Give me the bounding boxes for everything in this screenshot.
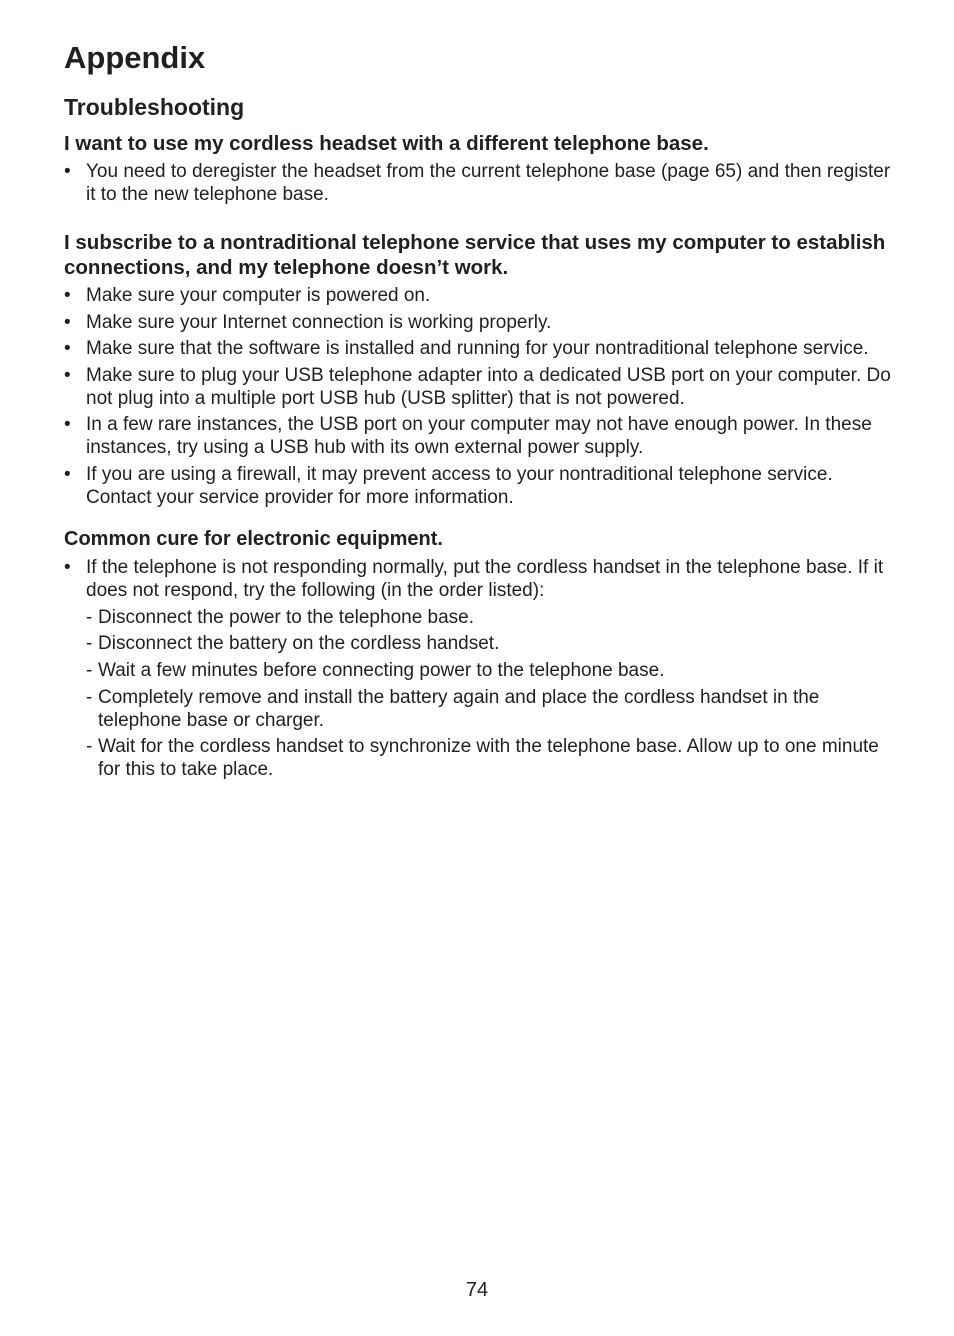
problem-heading: I want to use my cordless headset with a different telephone base.: [64, 132, 709, 155]
bullet-list: [64, 556, 894, 602]
bullet-item: • Make sure your computer is powered on.: [64, 284, 894, 307]
problem-headset: [64, 131, 894, 206]
section-title: Troubleshooting: [64, 94, 245, 120]
bullet-item: • Make sure that the software is installed and running for your nontraditional telephone service.: [64, 337, 894, 360]
bullet-item: • Make sure your Internet connection is working properly.: [64, 311, 894, 334]
bullet-item: • You need to deregister the headset from the current telephone base (page 65) and then register it to the new telephone base.: [64, 160, 894, 206]
bullet-item: • If you are using a firewall, it may prevent access to your nontraditional telephone service. Contact your service provider for more information.: [64, 463, 894, 509]
step-item: - Wait for the cordless handset to synchronize with the telephone base. Allow up to one minute for this to take place.: [86, 735, 894, 781]
page-number: 74: [465, 1279, 489, 1301]
page-title: Appendix: [64, 40, 206, 75]
bullet-item: • In a few rare instances, the USB port on your computer may not have enough power. In these instances, try using a USB hub with its own external power supply.: [64, 413, 894, 459]
bullet-list: [64, 160, 894, 206]
bullet-list: [64, 284, 894, 509]
step-list: [86, 606, 894, 782]
page-content: [64, 92, 894, 785]
problem-heading: Common cure for electronic equipment.: [64, 527, 443, 550]
bullet-item: • If the telephone is not responding normally, put the cordless handset in the telephone base. If it does not respond, try the following (in the order listed):: [64, 556, 894, 602]
problem-heading: I subscribe to a nontraditional telephone service that uses my computer to establish connections, and my telephone doesn’t work.: [64, 231, 886, 279]
problem-nontraditional-service: [64, 230, 894, 509]
step-item: - Disconnect the power to the telephone base.: [86, 606, 894, 629]
step-item: - Disconnect the battery on the cordless handset.: [86, 632, 894, 655]
problem-common-cure: [64, 527, 894, 782]
bullet-item: • Make sure to plug your USB telephone adapter into a dedicated USB port on your computer. Do not plug into a multiple port USB hub (USB splitter) that is not powered.: [64, 364, 894, 410]
step-item: - Wait a few minutes before connecting power to the telephone base.: [86, 659, 894, 682]
step-item: - Completely remove and install the battery again and place the cordless handset in the telephone base or charger.: [86, 686, 894, 732]
